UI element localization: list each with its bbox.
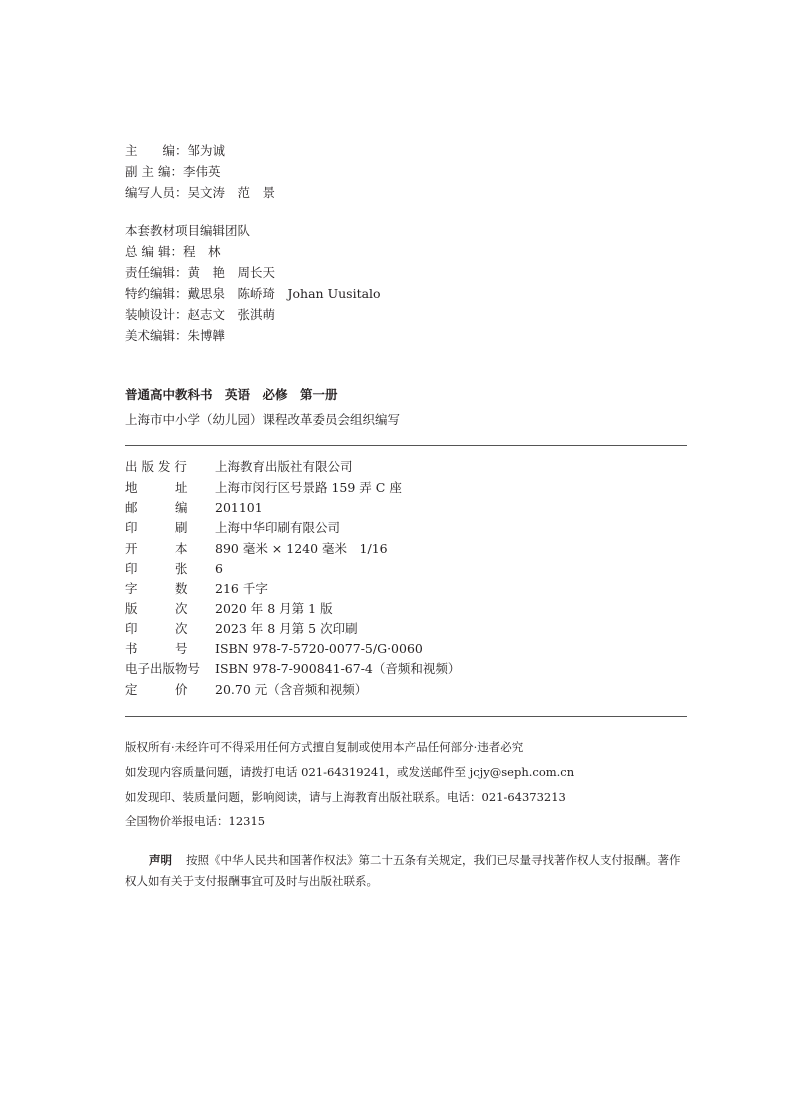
publication-row bbox=[125, 480, 402, 496]
editor-label: 主 编： bbox=[125, 143, 188, 158]
editor-value: 李伟英 bbox=[182, 164, 221, 179]
team-member bbox=[125, 244, 220, 260]
editor-line-writers bbox=[125, 185, 275, 201]
editor-line-chief bbox=[125, 143, 225, 159]
team-label: 总 编 辑： bbox=[125, 244, 183, 259]
publication-row bbox=[125, 459, 353, 475]
publication-row bbox=[125, 561, 223, 577]
publication-value: 上海市闵行区号景路 159 弄 C 座 bbox=[215, 480, 402, 495]
divider-bottom bbox=[125, 716, 687, 717]
publication-value: ISBN 978-7-900841-67-4（音频和视频） bbox=[215, 661, 461, 676]
statement-text: 按照《中华人民共和国著作权法》第二十五条有关规定，我们已尽量寻找著作权人支付报酬。著作权人如有关于支付报酬事宜可及时与出版社联系。 bbox=[125, 853, 681, 888]
publication-key: 书 号 bbox=[125, 641, 188, 656]
publication-value: 216 千字 bbox=[215, 581, 268, 596]
publication-row bbox=[125, 682, 367, 698]
team-member bbox=[125, 265, 275, 281]
team-label: 装帧设计： bbox=[125, 307, 188, 322]
publication-value: 6 bbox=[215, 561, 223, 576]
book-compiler: 上海市中小学（幼儿园）课程改革委员会组织编写 bbox=[125, 412, 401, 427]
publication-row bbox=[125, 541, 388, 557]
editor-label: 编写人员： bbox=[125, 185, 188, 200]
publication-key: 邮 编 bbox=[125, 500, 188, 515]
editor-value: 吴文涛 范 景 bbox=[187, 185, 276, 200]
publication-value: 上海教育出版社有限公司 bbox=[215, 459, 353, 474]
publication-key: 电子出版物号 bbox=[125, 661, 201, 676]
publication-key: 印 刷 bbox=[125, 520, 188, 535]
publication-key: 字 数 bbox=[125, 581, 188, 596]
publication-key: 出 版 发 行 bbox=[125, 459, 187, 474]
team-value: 赵志文 张淇萌 bbox=[187, 307, 276, 322]
publication-value: 201101 bbox=[215, 500, 263, 515]
publication-row bbox=[125, 500, 263, 516]
team-member bbox=[125, 328, 225, 344]
publication-key: 开 本 bbox=[125, 541, 188, 556]
divider-top bbox=[125, 445, 687, 446]
team-label: 特约编辑： bbox=[125, 286, 188, 301]
team-value: 戴思泉 陈峤琦 Johan Uusitalo bbox=[187, 286, 381, 301]
print-quality-notice: 如发现印、装质量问题，影响阅读，请与上海教育出版社联系。电话：021-64373213 bbox=[125, 790, 566, 804]
publication-key: 印 张 bbox=[125, 561, 188, 576]
team-value: 黄 艳 周长天 bbox=[187, 265, 276, 280]
publication-value: 2023 年 8 月第 5 次印刷 bbox=[215, 621, 358, 636]
team-member bbox=[125, 307, 275, 323]
publication-key: 定 价 bbox=[125, 682, 188, 697]
team-value: 朱博韡 bbox=[187, 328, 226, 343]
publication-row bbox=[125, 641, 423, 657]
publication-key: 版 次 bbox=[125, 601, 188, 616]
publication-value: 20.70 元（含音频和视频） bbox=[215, 682, 368, 697]
content-quality-notice: 如发现内容质量问题，请拨打电话 021-64319241，或发送邮件至 jcjy@seph.com.cn bbox=[125, 765, 575, 779]
publication-value: 890 毫米 × 1240 毫米 1/16 bbox=[215, 541, 388, 556]
copyright-notice: 版权所有·未经许可不得采用任何方式擅自复制或使用本产品任何部分·违者必究 bbox=[125, 740, 524, 754]
team-label: 责任编辑： bbox=[125, 265, 188, 280]
publication-row bbox=[125, 601, 333, 617]
publication-row bbox=[125, 621, 358, 637]
team-member bbox=[125, 286, 381, 302]
statement bbox=[125, 850, 690, 892]
editor-value: 邹为诚 bbox=[187, 143, 226, 158]
team-label: 美术编辑： bbox=[125, 328, 188, 343]
publication-key: 地 址 bbox=[125, 480, 188, 495]
team-heading: 本套教材项目编辑团队 bbox=[125, 223, 251, 238]
publication-row bbox=[125, 520, 340, 536]
editor-label: 副 主 编： bbox=[125, 164, 183, 179]
publication-value: ISBN 978-7-5720-0077-5/G·0060 bbox=[215, 641, 423, 656]
publication-row bbox=[125, 581, 268, 597]
publication-value: 2020 年 8 月第 1 版 bbox=[215, 601, 333, 616]
team-value: 程 林 bbox=[182, 244, 221, 259]
price-report-notice: 全国物价举报电话：12315 bbox=[125, 814, 266, 828]
publication-row bbox=[125, 661, 460, 677]
book-title: 普通高中教科书 英语 必修 第一册 bbox=[125, 387, 338, 402]
publication-key: 印 次 bbox=[125, 621, 188, 636]
editor-line-deputy bbox=[125, 164, 220, 180]
statement-label: 声明 bbox=[149, 853, 172, 867]
publication-value: 上海中华印刷有限公司 bbox=[215, 520, 341, 535]
